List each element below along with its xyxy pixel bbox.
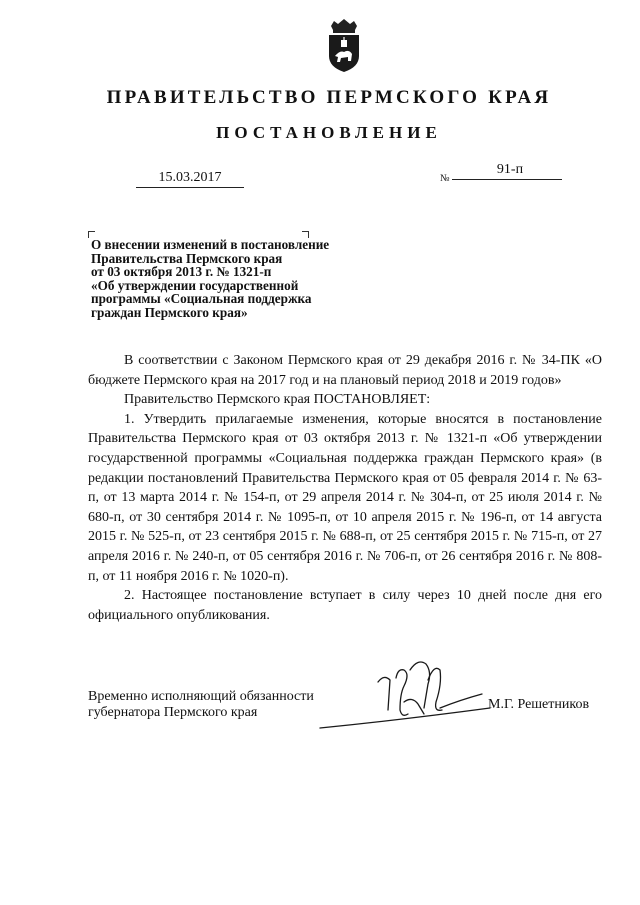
- handwritten-signature: [300, 650, 500, 734]
- subject-line: О внесении изменений в постановление: [91, 237, 330, 252]
- document-number: [452, 162, 562, 180]
- subject-line: «Об утверждении государственной: [91, 277, 299, 293]
- body-paragraph: Правительство Пермского края ПОСТАНОВЛЯЕТ:: [124, 392, 431, 408]
- body-paragraph: 1. Утвердить прилагаемые изменения, которые вносятся в постановление Правительства Пермского края от 03 октября 2013 г. № 1321-п «Об утверждении государственной программы «Социальная поддержка граждан Пермского края» (в редакции постановлений Правительства Пермского края от 05 февраля 2014 г. № 63-п, от 13 марта 2014 г. № 154-п, от 29 апреля 2014 г. № 304-п, от 25 июля 2014 г. № 680-п, от 30 сентября 2014 г. № 1095-п, от 10 апреля 2015 г. № 196-п, от 14 августа 2015 г. № 525-п, от 23 сентября 2015 г. № 688-п, от 25 сентября 2015 г. № 715-п, от 27 апреля 2016 г. № 240-п, от 05 сентября 2016 г. № 706-п, от 26 сентября 2016 г. № 808-п, от 11 ноября 2016 г. № 1020-п).: [88, 411, 602, 584]
- body-paragraph: В соответствии с Законом Пермского края от 29 декабря 2016 г. № 34-ПК «О бюджете Пермского края на 2017 год и на плановый период 2018 и 2019 годов»: [88, 353, 602, 388]
- document-body: [88, 351, 602, 625]
- subject-line: Правительства Пермского края: [91, 250, 283, 266]
- body-paragraph: 2. Настоящее постановление вступает в силу через 10 дней после дня его официального опубликования.: [88, 588, 602, 623]
- date-value: 15.03.2017: [158, 170, 222, 185]
- document-subject: [91, 238, 371, 319]
- document-type-heading: ПОСТАНОВЛЕНИЕ: [216, 123, 442, 142]
- number-value: 91-п: [496, 162, 524, 177]
- subject-line: граждан Пермского края»: [91, 304, 248, 320]
- signer-position-line: губернатора Пермского края: [88, 705, 258, 720]
- signer-name: М.Г. Решетников: [488, 697, 590, 712]
- number-underline: [452, 179, 562, 180]
- coat-of-arms-icon: [326, 18, 362, 74]
- signer-position: [88, 689, 314, 721]
- date-underline: [136, 187, 244, 188]
- document-date: [136, 170, 244, 188]
- number-label: №: [440, 173, 450, 184]
- subject-line: программы «Социальная поддержка: [91, 291, 312, 306]
- signer-position-line: Временно исполняющий обязанности: [88, 689, 314, 704]
- organization-title: ПРАВИТЕЛЬСТВО ПЕРМСКОГО КРАЯ: [106, 87, 552, 108]
- subject-line: от 03 октября 2013 г. № 1321-п: [91, 264, 272, 279]
